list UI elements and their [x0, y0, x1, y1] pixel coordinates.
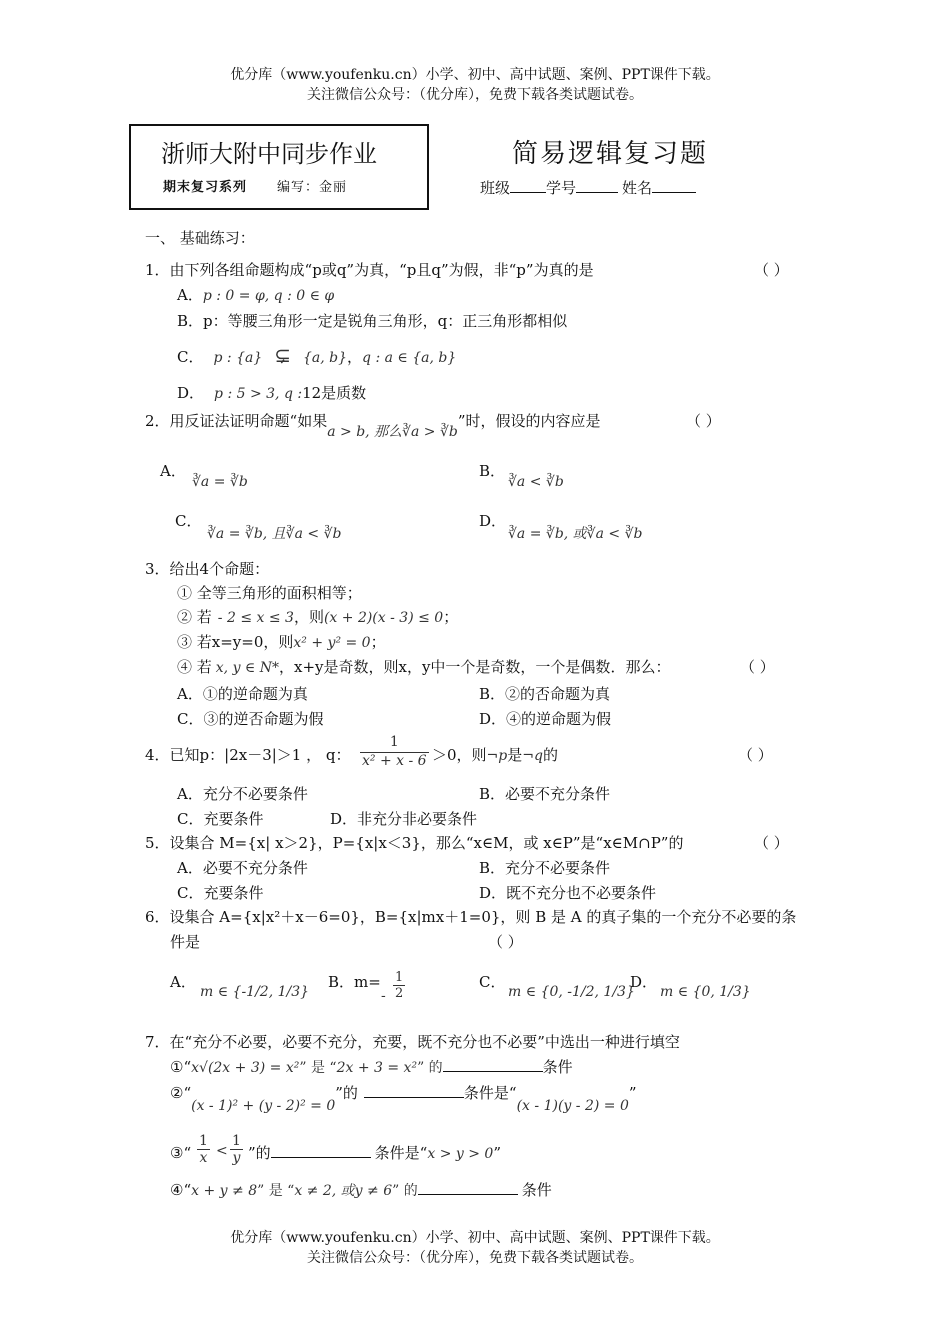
q3-option-d: D．④的逆命题为假	[479, 710, 612, 728]
q6-answer-paren: （ ）	[488, 933, 523, 951]
q3-p3-math: x² + y² = 0	[293, 635, 371, 651]
q7-item-3-rest	[248, 1143, 501, 1164]
q3-p4-text1: ④ 若	[177, 658, 212, 676]
school-title: 浙师大附中同步作业	[161, 140, 377, 168]
editor-label: 编写：金丽	[277, 180, 348, 195]
q3-p3-text1: ③ 若x=y=0，则	[177, 633, 294, 651]
q6-b-den: 2	[395, 986, 404, 1001]
q3-option-c: C．③的逆否命题为假	[177, 710, 324, 728]
q2-stem-end: ”时，假设的内容应是	[457, 412, 601, 430]
q3-answer-paren: （ ）	[740, 658, 775, 676]
q4-not-q: ¬q	[522, 748, 543, 764]
student-info-line	[480, 177, 696, 198]
q1-a-math: p : 0 = φ, q : 0 ∈ φ	[202, 288, 335, 304]
class-label: 班级	[480, 179, 511, 197]
q4-frac-num: 1	[360, 734, 429, 753]
q7-2-math2: (x - 1)(y - 2) = 0	[516, 1098, 629, 1114]
q5-option-d: D．既不充分也不必要条件	[479, 884, 657, 902]
q7-item-3-open: ③“	[170, 1144, 192, 1162]
q7-item-4	[170, 1180, 552, 1201]
name-blank	[652, 178, 696, 193]
q5-option-c: C．充要条件	[177, 884, 264, 902]
q1-option-a	[177, 285, 334, 306]
q4-answer-paren: （ ）	[738, 746, 773, 764]
q7-2-blank[interactable]	[364, 1083, 464, 1098]
q2-d-math: ∛a = ∛b, 或∛a < ∛b	[508, 526, 643, 542]
q7-1-open: ①“	[170, 1058, 192, 1076]
q4-frac-den: x² + x - 6	[362, 753, 427, 769]
q6-stem-line1: 6．设集合 A={x|x²＋x－6=0}，B={x|mx＋1=0}，则 B 是 A 的真子集的一个充分不必要的条	[145, 908, 797, 926]
q2-a-label: A．	[160, 462, 186, 480]
q7-3-close: ”	[493, 1144, 501, 1162]
q7-2-of: ”的	[335, 1084, 358, 1102]
q4-stem-start: 4．已知p：|2x－3|＞1 ， q：	[145, 746, 351, 764]
q7-3-blank[interactable]	[271, 1143, 371, 1158]
q7-3-num2: 1	[232, 1133, 241, 1149]
q4-stem-end	[432, 745, 558, 766]
q1-answer-paren: （ ）	[754, 261, 789, 279]
q7-3-den2: y	[232, 1150, 241, 1166]
q2-stem-start: 2．用反证法证明命题“如果	[145, 412, 328, 430]
q7-2-close: ”	[628, 1084, 637, 1102]
q3-p4-math: x, y ∈ N*	[215, 660, 279, 676]
q3-option-a: A．①的逆命题为真	[177, 685, 308, 703]
q3-option-b: B．②的否命题为真	[479, 685, 611, 703]
q2-a-math: ∛a = ∛b	[192, 474, 248, 490]
q3-p3-text2: ；	[370, 633, 386, 651]
q4-option-b: B．必要不充分条件	[479, 785, 611, 803]
q2-b-label: B．	[479, 462, 506, 480]
q4-text-of: 的	[542, 746, 558, 764]
q3-stem: 3．给出4个命题：	[145, 560, 270, 578]
q3-p2-text1: ② 若	[177, 608, 212, 626]
q3-p4-text2: ，x+y是奇数，则x，y中一个是奇数，一个是偶数．那么：	[279, 658, 671, 676]
q7-4-is: ” 是 “	[257, 1183, 295, 1199]
q7-3-math: x > y > 0	[427, 1146, 494, 1162]
q7-stem: 7．在“充分不必要，必要不充分，充要，既不充分也不必要”中选出一种进行填空	[145, 1033, 680, 1051]
q7-1-blank[interactable]	[443, 1057, 543, 1072]
q7-4-open: ④“	[170, 1181, 192, 1199]
q7-4-math1: x + y ≠ 8	[191, 1183, 258, 1199]
q2-b-math: ∛a < ∛b	[508, 474, 564, 490]
q1-d-label: D．	[177, 384, 205, 402]
section-heading: 一、 基础练习：	[145, 229, 255, 247]
q5-stem: 5．设集合 M={x| x＞2}，P={x|x＜3}，那么“x∈M，或 x∈P”是“x∈M∩P”的	[145, 834, 684, 852]
q2-c-label: C．	[175, 512, 202, 530]
q4-text-then: ＞0，则	[432, 746, 487, 764]
series-label: 期末复习系列	[163, 180, 248, 195]
q1-d-math: p : 5 > 3, q :	[214, 386, 303, 402]
q6-b-label: B．m=	[328, 973, 381, 991]
q7-2-math1: (x - 1)² + (y - 2)² = 0	[191, 1098, 336, 1114]
q2-c-math: ∛a = ∛b, 且∛a < ∛b	[207, 526, 342, 542]
q3-p2-math1: - 2 ≤ x ≤ 3	[217, 610, 294, 626]
q2-stem	[145, 411, 601, 440]
q7-2-cond: 条件是“	[463, 1084, 517, 1102]
id-label: 学号	[546, 179, 577, 197]
q6-b-fraction	[393, 970, 405, 1001]
q4-option-c: C．充要条件	[177, 810, 264, 828]
q1-option-c	[177, 345, 456, 368]
q7-3-frac1	[197, 1133, 210, 1166]
q5-answer-paren: （ ）	[754, 834, 789, 852]
q7-1-of: ” 的	[417, 1060, 443, 1076]
q3-prop-4	[177, 657, 670, 678]
series-line	[163, 176, 347, 195]
q2-stem-math: a > b, 那么∛a > ∛b	[327, 424, 458, 440]
q1-c-label: C．	[177, 348, 204, 366]
q4-text-is: 是	[507, 746, 523, 764]
q7-4-math2: x ≠ 2, 或y ≠ 6	[294, 1183, 393, 1199]
q5-option-a: A．必要不充分条件	[177, 859, 308, 877]
q4-option-a: A．充分不必要条件	[177, 785, 308, 803]
header-line-2: 关注微信公众号：（优分库），免费下载各类试题试卷。	[307, 87, 643, 103]
q1-option-b: B．p：等腰三角形一定是锐角三角形，q：正三角形都相似	[177, 312, 568, 330]
class-blank	[510, 178, 546, 193]
q3-p2-text2: ，则	[293, 608, 324, 626]
name-label: 姓名	[622, 179, 653, 197]
footer-line-2: 关注微信公众号：（优分库），免费下载各类试题试卷。	[307, 1250, 643, 1266]
q7-3-den1: x	[199, 1150, 208, 1166]
school-title-box	[129, 124, 429, 210]
q1-c-comma: ，	[347, 348, 363, 366]
q7-2-open: ②“	[170, 1084, 192, 1102]
q3-p2-text3: ；	[443, 608, 459, 626]
footer-line-1: 优分库（www.youfenku.cn）小学、初中、高中试题、案例、PPT课件下载。	[230, 1230, 720, 1246]
q1-stem: 1．由下列各组命题构成“p或q”为真，“p且q”为假，非“p”为真的是	[145, 261, 594, 279]
q1-a-label: A．	[177, 286, 203, 304]
q6-d-label: D．	[630, 973, 658, 991]
q1-option-d	[177, 383, 366, 404]
q7-1-tail: 条件	[542, 1058, 573, 1076]
q7-4-blank[interactable]	[418, 1180, 518, 1195]
q1-c-math2: {a, b}	[303, 350, 348, 366]
q5-option-b: B．充分不必要条件	[479, 859, 611, 877]
q3-prop-1: ① 全等三角形的面积相等；	[177, 584, 362, 602]
q1-c-math3: q : a ∈ {a, b}	[362, 350, 457, 366]
id-blank	[576, 178, 618, 193]
q6-a-math: m ∈ {-1/2, 1/3}	[200, 984, 310, 1000]
header-line-1: 优分库（www.youfenku.cn）小学、初中、高中试题、案例、PPT课件下载。	[230, 67, 720, 83]
document-title: 简易逻辑复习题	[512, 139, 709, 169]
q6-a-label: A．	[170, 973, 196, 991]
q7-3-of: ”的	[248, 1144, 271, 1162]
q7-4-tail: 条件	[521, 1181, 552, 1199]
q7-3-cond: 条件是“	[374, 1144, 428, 1162]
q7-item-1	[170, 1057, 573, 1078]
q6-stem-line2: 件是	[170, 933, 201, 951]
q6-c-label: C．	[479, 973, 506, 991]
q7-3-frac2	[230, 1133, 243, 1166]
q3-prop-3	[177, 632, 386, 653]
q7-item-2	[170, 1083, 637, 1114]
q7-3-num1: 1	[199, 1133, 208, 1149]
q2-answer-paren: （ ）	[686, 412, 721, 430]
q7-4-of: ” 的	[392, 1183, 418, 1199]
q6-d-math: m ∈ {0, 1/3}	[660, 984, 751, 1000]
q1-c-subset-symbol: ⊊	[274, 343, 291, 367]
q1-c-math1: p : {a}	[213, 350, 263, 366]
q2-d-label: D．	[479, 512, 507, 530]
q4-fraction	[360, 734, 429, 769]
q1-d-text: 12是质数	[302, 384, 367, 402]
q6-c-math: m ∈ {0, -1/2, 1/3}	[508, 984, 635, 1000]
q4-not-p: ¬p	[486, 748, 508, 764]
q6-b-num: 1	[395, 970, 404, 985]
q7-3-less-than: <	[216, 1143, 228, 1159]
q7-1-math2: 2x + 3 = x²	[336, 1060, 418, 1076]
q4-option-d: D．非充分非必要条件	[330, 810, 478, 828]
q6-b-sign: -	[381, 988, 386, 1004]
q7-1-is: ” 是 “	[299, 1060, 337, 1076]
q7-1-math1: x√(2x + 3) = x²	[191, 1060, 300, 1076]
q3-p2-math2: (x + 2)(x - 3) ≤ 0	[323, 610, 444, 626]
q3-prop-2	[177, 607, 458, 628]
